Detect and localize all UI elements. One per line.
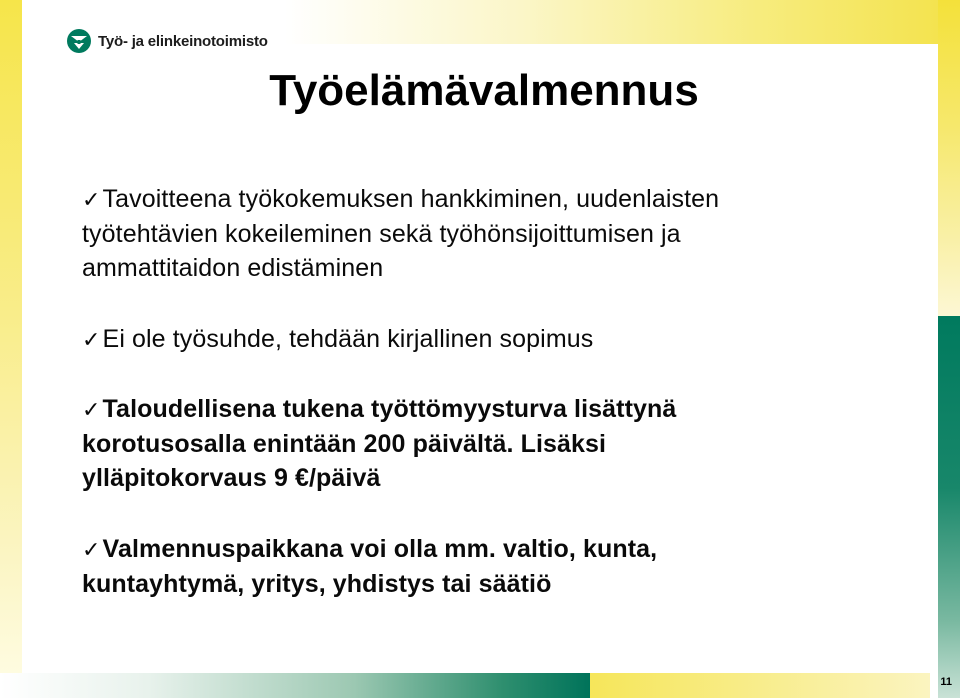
checkmark-icon: ✓	[82, 537, 101, 562]
right-green-decorative-bar	[938, 316, 960, 698]
checkmark-icon: ✓	[82, 397, 101, 422]
page-number: 11	[940, 676, 952, 688]
bullet-line: ✓Ei ole työsuhde, tehdään kirjallinen sopimus	[82, 325, 594, 353]
checkmark-icon: ✓	[82, 187, 101, 212]
bottom-yellow-decorative-bar	[590, 673, 930, 698]
bullet-item	[82, 322, 593, 357]
bullet-line: korotusosalla enintään 200 päivältä. Lisäksi	[82, 430, 607, 458]
bullet-line: ammattitaidon edistäminen	[82, 254, 384, 282]
bullet-item	[82, 182, 719, 285]
te-logo	[66, 28, 268, 54]
bullet-line: ylläpitokorvaus 9 €/päivä	[82, 464, 381, 492]
te-logo-icon	[66, 28, 92, 54]
bullet-line: ✓Tavoitteena työkokemuksen hankkiminen, uudenlaisten	[82, 185, 720, 213]
right-yellow-decorative-bar	[938, 0, 960, 316]
bottom-green-decorative-bar	[0, 673, 590, 698]
checkmark-icon: ✓	[82, 327, 101, 352]
bullet-line: ✓Valmennuspaikkana voi olla mm. valtio, kunta,	[82, 535, 658, 563]
bullet-line: työtehtävien kokeileminen sekä työhönsijoittumisen ja	[82, 220, 681, 248]
bullet-line: kuntayhtymä, yritys, yhdistys tai säätiö	[82, 570, 552, 598]
bullet-item	[82, 392, 676, 495]
top-decorative-bar	[285, 0, 960, 44]
bullet-item	[82, 532, 657, 601]
logo-text: Työ- ja elinkeinotoimisto	[98, 32, 268, 50]
bullet-line: ✓Taloudellisena tukena työttömyysturva lisättynä	[82, 395, 677, 423]
slide-title: Työelämävalmennus	[269, 66, 699, 115]
